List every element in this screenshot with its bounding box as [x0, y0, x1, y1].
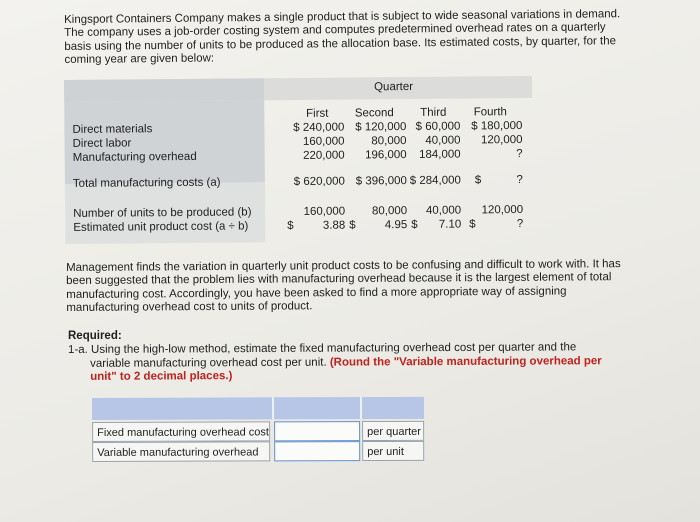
- row-label-overhead: Manufacturing overhead: [72, 150, 197, 164]
- units-second: 80,000: [371, 205, 408, 218]
- row-label-units: Number of units to be produced (b): [73, 206, 252, 220]
- rounding-note-cont: unit" to 2 decimal places.): [90, 370, 233, 384]
- cost-table: [64, 76, 532, 234]
- dl-fourth: 120,000: [480, 134, 523, 147]
- uc-third-dollar: $: [411, 218, 418, 231]
- dm-first: $ 240,000: [293, 121, 345, 135]
- total-fourth: ?: [516, 173, 523, 187]
- total-first: $ 620,000: [293, 175, 345, 188]
- problem-intro: Kingsport Containers Company makes a single product that is subject to wide seasonal variations in demand. The company uses a job-order costing system and computes predetermined overhead rates on a quarterly basis using the number of units to be produced as the allocation base. Its estimated costs, by quarter, for the coming year are given below:: [64, 8, 621, 67]
- dm-fourth: $ 180,000: [471, 120, 523, 133]
- table-header-band: [64, 76, 532, 102]
- col-fourth: Fourth: [473, 106, 507, 119]
- col-first: First: [306, 107, 329, 120]
- oh-second: 196,000: [365, 149, 407, 162]
- oh-third: 184,000: [419, 148, 461, 161]
- fixed-overhead-input[interactable]: [274, 421, 360, 441]
- answer-header-band: [92, 397, 424, 420]
- row-label-total: Total manufacturing costs (a): [72, 176, 221, 190]
- dm-third: $ 60,000: [415, 120, 461, 133]
- col-second: Second: [354, 107, 394, 120]
- variable-overhead-input[interactable]: [274, 441, 360, 461]
- per-unit-label: per unit: [362, 441, 424, 461]
- uc-second: 4.95: [384, 219, 408, 232]
- quarter-header: Quarter: [374, 80, 414, 94]
- dm-second: $ 120,000: [355, 121, 407, 134]
- dl-first: 160,000: [302, 135, 345, 148]
- units-fourth: 120,000: [481, 203, 524, 217]
- uc-first: 3.88: [322, 219, 346, 232]
- management-paragraph: Management finds the variation in quarterly unit product costs to be confusing and difficult to work with. It has been suggested that the problem lies with manufacturing overhead because it is the largest element of total manufacturing cost. Accordingly, you have been asked to find a more appropriate way of assigning manufacturing overhead cost to units of product.: [66, 258, 621, 315]
- units-first: 160,000: [303, 205, 346, 218]
- dl-third: 40,000: [425, 134, 461, 147]
- row-label-unit-cost: Estimated unit product cost (a ÷ b): [73, 220, 249, 234]
- uc-fourth-dollar: $: [469, 218, 476, 231]
- required-instructions: [68, 341, 608, 385]
- dl-second: 80,000: [371, 135, 407, 148]
- oh-first: 220,000: [303, 149, 345, 162]
- fixed-overhead-label: Fixed manufacturing overhead cost: [92, 421, 270, 442]
- row-label-direct-labor: Direct labor: [72, 137, 132, 150]
- total-second: $ 396,000: [355, 175, 407, 188]
- required-line-2-plain: variable manufacturing overhead cost per unit.: [90, 356, 327, 370]
- total-fourth-dollar: $: [474, 174, 482, 187]
- uc-fourth: ?: [516, 217, 524, 231]
- uc-third: 7.10: [438, 218, 462, 231]
- uc-second-dollar: $: [349, 219, 356, 232]
- rounding-note: (Round the "Variable manufacturing overhead per: [329, 354, 602, 369]
- row-label-direct-materials: Direct materials: [72, 123, 153, 136]
- per-quarter-label: per quarter: [362, 421, 424, 441]
- oh-fourth: ?: [516, 148, 523, 161]
- required-heading: Required:: [68, 330, 122, 342]
- answer-row-variable: [92, 441, 424, 464]
- units-third: 40,000: [425, 204, 462, 217]
- uc-first-dollar: $: [287, 220, 294, 233]
- col-third: Third: [420, 106, 447, 119]
- answer-table: [92, 397, 424, 464]
- total-third: $ 284,000: [409, 174, 461, 187]
- variable-overhead-label: Variable manufacturing overhead: [92, 441, 270, 462]
- required-line-1: 1-a. Using the high-low method, estimate the fixed manufacturing overhead cost per quarter and the: [68, 341, 577, 356]
